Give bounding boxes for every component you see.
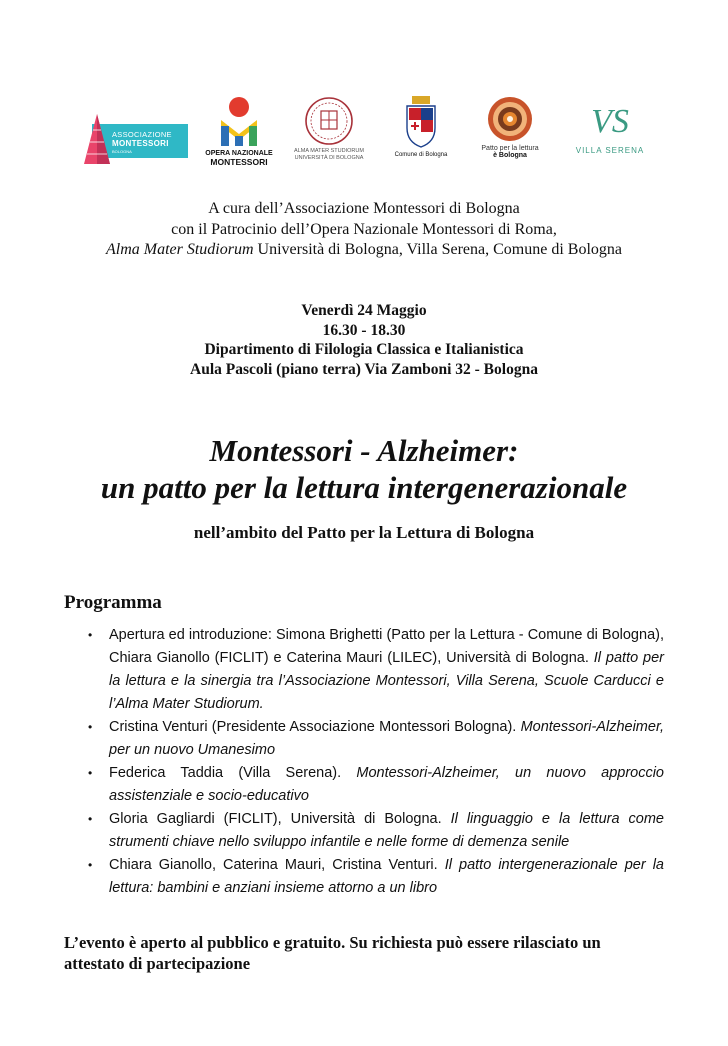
program-speakers: Chiara Gianollo, Caterina Mauri, Cristina Venturi. <box>109 857 445 873</box>
logo-text-line: UNIVERSITÀ DI BOLOGNA <box>294 155 364 161</box>
program-item <box>88 624 664 716</box>
bullet-icon: • <box>88 766 93 780</box>
event-venue: Aula Pascoli (piano terra) Via Zamboni 32 - Bologna <box>190 360 538 378</box>
curation-block <box>0 199 728 261</box>
curation-line: con il Patrocinio dell’Opera Nazionale Montessori di Roma, <box>171 220 557 238</box>
logos-row <box>0 92 728 178</box>
bullet-icon: • <box>88 812 93 826</box>
program-speakers: Gloria Gagliardi (FICLIT), Università di Bologna. <box>109 811 451 827</box>
program-item <box>88 808 664 854</box>
curation-line <box>0 240 728 261</box>
program-speakers: Apertura ed introduzione: Simona Brighetti (Patto per la Lettura - Comune di Bologna), Chiara Gianollo (FICLIT) e Caterina Mauri (LILEC), Università di Bologna. <box>109 627 664 666</box>
event-time: 16.30 - 18.30 <box>322 321 406 339</box>
program-item <box>88 762 664 808</box>
program-heading: Programma <box>64 592 162 613</box>
program-talk-title: Il patto per la lettura e la sinergia tra l’Associazione Montessori, Villa Serena, Scuole Carducci e l’Alma Mater Studiorum. <box>109 650 664 712</box>
opera-nazionale-montessori-logo <box>206 96 272 168</box>
program-talk-title: Il patto intergenerazionale per la lettura: bambini e anziani insieme attorno a un libro <box>109 857 665 896</box>
curation-line: A cura dell’Associazione Montessori di Bologna <box>208 200 520 217</box>
event-date: Venerdì 24 Maggio <box>301 302 427 319</box>
curation-italic: Alma Mater Studiorum <box>105 241 254 258</box>
unibo-seal-icon <box>304 96 354 146</box>
coat-of-arms-icon <box>404 96 438 148</box>
program-item <box>88 716 664 762</box>
logo-text: Comune di Bologna <box>394 152 448 158</box>
program-talk-title: Montessori-Alzheimer, per un nuovo Umanesimo <box>109 719 664 758</box>
event-department: Dipartimento di Filologia Classica e Italianistica <box>204 341 524 358</box>
title-line: Montessori - Alzheimer: <box>209 433 519 468</box>
logo-text: Patto per la lettura <box>481 145 539 152</box>
villa-serena-logo <box>570 100 650 160</box>
bullet-icon: • <box>88 858 93 872</box>
bullet-icon: • <box>88 720 93 734</box>
bullet-icon: • <box>88 628 93 642</box>
event-subtitle: nell’ambito del Patto per la Lettura di Bologna <box>193 523 535 542</box>
patto-medallion-icon <box>487 96 533 142</box>
unibo-logo <box>283 96 375 168</box>
curation-text: Università di Bologna, Villa Serena, Comune di Bologna <box>253 241 622 258</box>
patto-per-la-lettura-logo <box>468 96 552 176</box>
logo-text-line: MONTESSORI <box>210 157 268 167</box>
pink-tower-icon <box>84 114 110 164</box>
program-speakers: Cristina Venturi (Presidente Associazione Montessori Bologna). <box>109 719 521 735</box>
associazione-montessori-logo <box>84 114 188 166</box>
logo-text: è Bologna <box>493 152 527 159</box>
program-talk-title: Il linguaggio e la lettura come strumenti chiave nello sviluppo infantile e nelle forme di demenza senile <box>109 811 664 850</box>
svg-text:VS: VS <box>591 103 629 140</box>
program-list <box>88 624 664 900</box>
comune-di-bologna-logo <box>383 96 459 168</box>
program-talk-title: Montessori-Alzheimer, un nuovo approccio assistenziale e socio-educativo <box>109 765 664 804</box>
program-item <box>88 854 664 900</box>
logo-text: VILLA SERENA <box>575 146 645 155</box>
logo-text-line: ALMA MATER STUDIORUM <box>294 148 364 154</box>
footer-note: L’evento è aperto al pubblico e gratuito. Su richiesta può essere rilasciato un attestato di partecipazione <box>64 933 601 973</box>
logo-text <box>294 148 364 162</box>
logo-text: ASSOCIAZIONE <box>112 130 172 139</box>
opera-figure-icon <box>216 96 262 148</box>
logo-text: BOLOGNA <box>112 149 132 154</box>
villa-serena-monogram-icon <box>582 100 638 142</box>
event-title <box>0 432 728 506</box>
logo-text: MONTESSORI <box>112 139 169 148</box>
logo-text <box>205 150 272 166</box>
event-info <box>0 301 728 379</box>
logo-text-line: OPERA NAZIONALE <box>205 150 273 157</box>
program-speakers: Federica Taddia (Villa Serena). <box>109 765 357 781</box>
title-line: un patto per la lettura intergenerazionale <box>100 470 628 505</box>
